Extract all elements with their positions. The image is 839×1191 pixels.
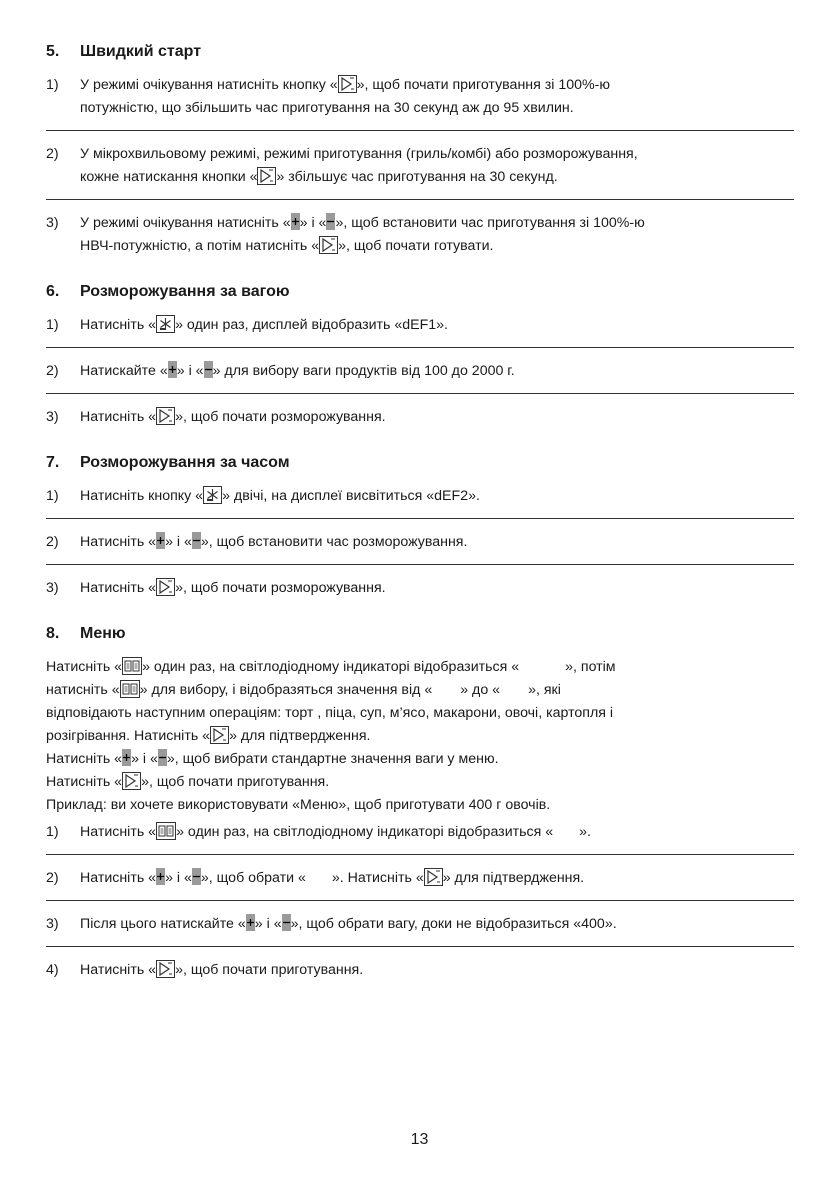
para-text: », щоб вибрати стандартне значення ваги у меню. (166, 751, 499, 767)
para-text: Натисніть « (46, 659, 123, 675)
item-text: » один раз, на світлодіодному індикаторі відобразиться « (176, 824, 554, 840)
start-button-icon (156, 407, 175, 425)
minus-icon (192, 868, 201, 885)
item-text: кожне натискання кнопки « (80, 169, 258, 185)
section-number: 7. (46, 454, 60, 471)
list-item (46, 212, 794, 268)
list-item (46, 821, 794, 855)
para-text: », які (528, 682, 561, 698)
section-number: 6. (46, 283, 60, 300)
item-text: ». Натисніть « (331, 870, 424, 886)
list-item (46, 485, 794, 519)
menu-button-icon (120, 680, 140, 698)
para-text: Натисніть « (46, 751, 123, 767)
item-text: У режимі очікування натисніть « (80, 215, 291, 231)
list-item (46, 360, 794, 394)
section-number: 5. (46, 43, 60, 60)
para-text: », щоб почати приготування. (141, 774, 330, 790)
item-number: 1) (46, 488, 59, 504)
minus-icon (158, 749, 167, 766)
section-heading (46, 624, 794, 644)
section-title: Розморожування за вагою (80, 283, 290, 300)
menu-button-icon (122, 657, 142, 675)
para-text: » і « (131, 751, 158, 767)
item-text: Натисніть « (80, 962, 157, 978)
start-button-icon (122, 772, 141, 790)
item-text: » і « (165, 870, 192, 886)
item-text: », щоб почати приготування. (175, 962, 364, 978)
start-button-icon (257, 167, 276, 185)
item-text: », щоб встановити час приготування зі 100%-ю (335, 215, 645, 231)
item-text: » і « (176, 363, 204, 379)
defrost-button-icon (156, 315, 175, 333)
item-number: 3) (46, 916, 59, 932)
item-text: » двічі, на дисплеї висвітиться «dEF2». (222, 488, 480, 504)
item-text: потужністю, що збільшить час приготування на 30 секунд аж до 95 хвилин. (80, 100, 574, 116)
section-number: 8. (46, 625, 60, 642)
section-menu (46, 624, 794, 992)
item-number: 3) (46, 580, 59, 596)
item-text: », щоб обрати « (200, 870, 306, 886)
list-item (46, 867, 794, 901)
manual-page (46, 40, 794, 1006)
list-item (46, 143, 794, 200)
para-text: » для вибору, і відобразяться значення від « (139, 682, 433, 698)
item-text: У мікрохвильовому режимі, режимі приготування (гриль/комбі) або розморожування, (80, 146, 638, 162)
plus-icon (168, 361, 177, 378)
item-text: », щоб почати розморожування. (175, 409, 386, 425)
start-button-icon (338, 75, 357, 93)
defrost-button-icon (203, 486, 222, 504)
para-text: відповідають наступним операціям: торт , піца, суп, м’ясо, макарони, овочі, картопля і (46, 705, 614, 721)
item-text: » для підтвердження. (442, 870, 585, 886)
item-number: 3) (46, 409, 59, 425)
plus-icon (246, 914, 255, 931)
start-button-icon (156, 960, 175, 978)
minus-icon (326, 213, 335, 230)
item-number: 4) (46, 962, 59, 978)
item-text: У режимі очікування натисніть кнопку « (80, 77, 338, 93)
item-number: 2) (46, 146, 59, 162)
item-text: Натисніть « (80, 824, 157, 840)
menu-button-icon (156, 822, 176, 840)
section-quick-start (46, 42, 794, 268)
para-text: натисніть « (46, 682, 120, 698)
item-number: 2) (46, 534, 59, 550)
list-item (46, 531, 794, 565)
para-text: розігрівання. Натисніть « (46, 728, 211, 744)
plus-icon (122, 749, 131, 766)
start-button-icon (210, 726, 229, 744)
item-number: 3) (46, 215, 59, 231)
plus-icon (156, 532, 165, 549)
item-text: Натисніть « (80, 534, 157, 550)
page-number: 13 (410, 1131, 429, 1148)
minus-icon (204, 361, 213, 378)
item-text: » і « (254, 916, 282, 932)
item-text: Натисніть « (80, 580, 157, 596)
item-text: » для вибору ваги продуктів від 100 до 2000 г. (212, 363, 515, 379)
item-text: Натисніть « (80, 409, 157, 425)
para-text: » до « (460, 682, 501, 698)
item-text: » і « (299, 215, 327, 231)
item-text: Натисніть кнопку « (80, 488, 204, 504)
item-text: », щоб обрати вагу, доки не відобразиться «400». (290, 916, 617, 932)
start-button-icon (424, 868, 443, 886)
para-text: Приклад: ви хочете використовувати «Меню», щоб приготувати 400 г овочів. (46, 797, 551, 813)
para-text: » для підтвердження. (229, 728, 371, 744)
item-text: Після цього натискайте « (80, 916, 246, 932)
list-item (46, 913, 794, 947)
section-defrost-time (46, 453, 794, 610)
para-text: », потім (565, 659, 616, 675)
item-text: », щоб почати приготування зі 100%-ю (356, 77, 610, 93)
para-text: Натисніть « (46, 774, 123, 790)
item-number: 1) (46, 77, 59, 93)
list-item (46, 314, 794, 348)
list-item (46, 577, 794, 610)
section-title: Меню (80, 625, 126, 642)
list-item (46, 74, 794, 131)
item-text: » збільшує час приготування на 30 секунд. (276, 169, 558, 185)
list-item (46, 406, 794, 439)
item-text: Натискайте « (80, 363, 168, 379)
plus-icon (156, 868, 165, 885)
item-number: 2) (46, 870, 59, 886)
item-number: 1) (46, 317, 59, 333)
section-title: Швидкий старт (80, 43, 202, 60)
item-text: » і « (165, 534, 192, 550)
item-text: Натисніть « (80, 317, 157, 333)
item-text: », щоб почати розморожування. (175, 580, 386, 596)
minus-icon (192, 532, 201, 549)
menu-description (46, 656, 794, 817)
section-heading (46, 453, 794, 473)
section-title: Розморожування за часом (80, 454, 290, 471)
section-defrost-weight (46, 282, 794, 439)
list-item (46, 959, 794, 992)
item-text: », щоб почати готувати. (338, 238, 494, 254)
start-button-icon (319, 236, 338, 254)
item-number: 1) (46, 824, 59, 840)
item-text: НВЧ-потужністю, а потім натисніть « (80, 238, 320, 254)
plus-icon (291, 213, 300, 230)
para-text: » один раз, на світлодіодному індикаторі відобразиться « (142, 659, 520, 675)
item-text: ». (579, 824, 591, 840)
section-heading (46, 282, 794, 302)
item-text: Натисніть « (80, 870, 157, 886)
section-heading (46, 42, 794, 62)
start-button-icon (156, 578, 175, 596)
item-number: 2) (46, 363, 59, 379)
item-text: » один раз, дисплей відобразить «dEF1». (175, 317, 448, 333)
item-text: », щоб встановити час розморожування. (200, 534, 468, 550)
minus-icon (282, 914, 291, 931)
